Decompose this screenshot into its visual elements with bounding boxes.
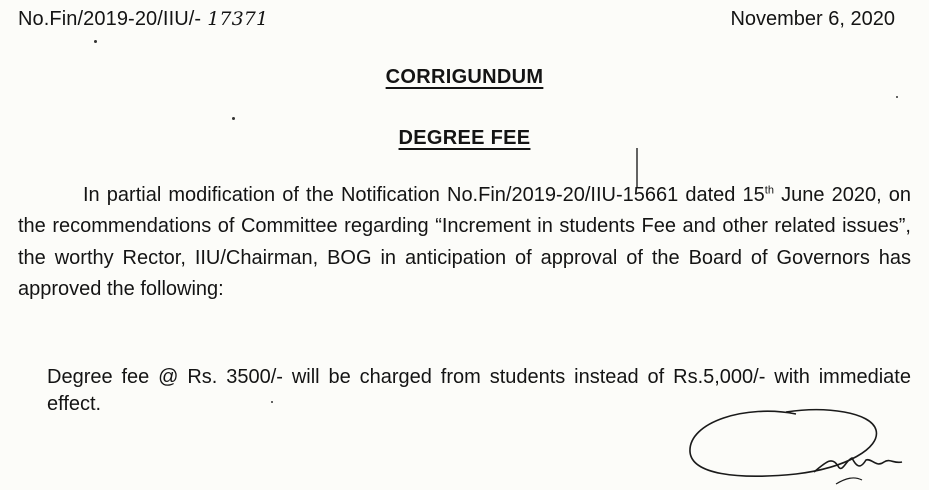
- speck: [232, 117, 235, 120]
- speck: [94, 40, 97, 43]
- speck: [896, 96, 898, 98]
- ordinal-suffix: th: [764, 184, 774, 197]
- body-text-end: June 2020, on the recommendations of Committee regarding “Increment in students Fee and other related issues”, the worthy Rector, IIU/Chairman, BOG in anticipation of approval of the Board of Governors has approved the following:: [18, 184, 911, 300]
- approved-item: Degree fee @ Rs. 3500/- will be charged from students instead of Rs.5,000/- with immediate effect.: [47, 366, 911, 415]
- corrigendum-heading: CORRIGUNDUM: [385, 66, 544, 88]
- reference-number-handwritten: 17371: [207, 8, 269, 30]
- document-date: November 6, 2020: [730, 8, 895, 30]
- reference-number-printed: No.Fin/2019-20/IIU/-: [18, 8, 202, 30]
- subject-heading: DEGREE FEE: [398, 127, 531, 149]
- speck: [271, 401, 273, 403]
- signature: [676, 400, 916, 488]
- body-paragraph: [18, 180, 911, 305]
- body-text-start: In partial modification of the Notification No.Fin/2019-20/IIU-15661 dated 15: [83, 184, 765, 206]
- reference-number: [18, 8, 268, 31]
